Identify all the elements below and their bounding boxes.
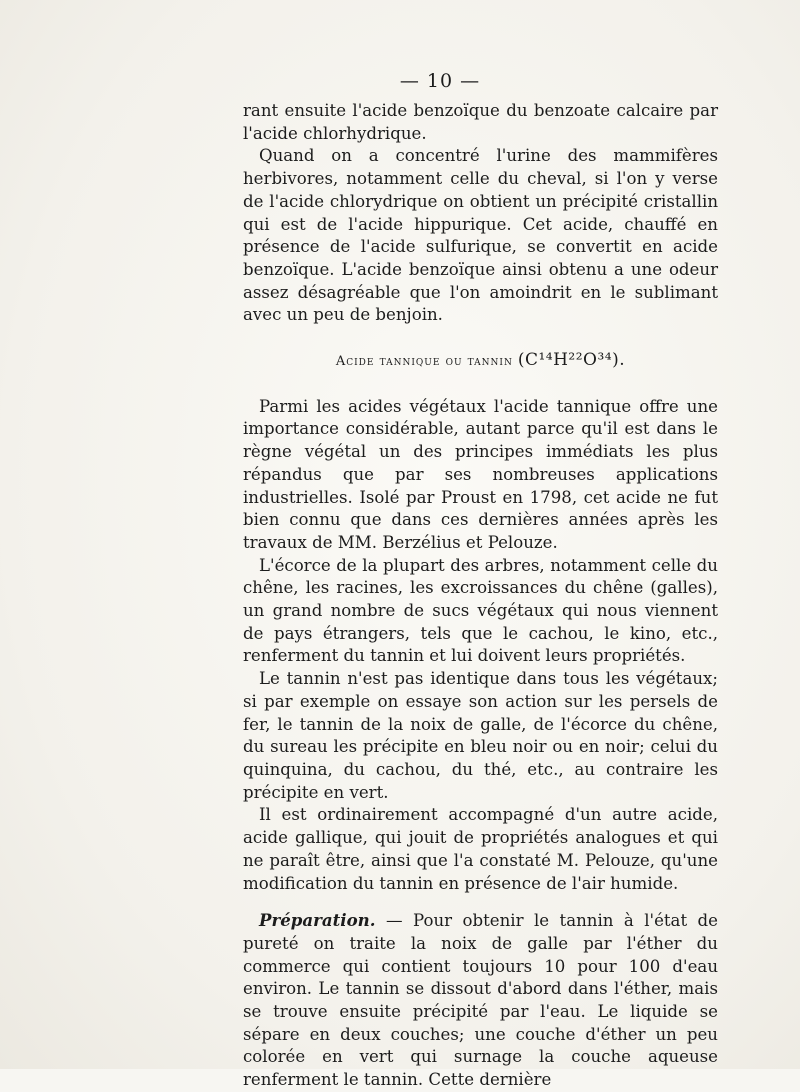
paragraph: Quand on a concentré l'urine des mammifères herbivores, notamment celle du cheval, si l'on y verse de l'acide chlorydrique on obtient un précipité cristallin qui est de l'acide hippurique. Cet acide, chauffé en présence de l'acide sulfurique, se convertit en acide benzoïque. L'acide benzoïque ainsi obtenu a une odeur assez désagréable que l'on amoindrit en le sublimant avec un peu de benjoin. <box>243 146 718 325</box>
paragraph: rant ensuite l'acide benzoïque du benzoate calcaire par l'acide chlorhydrique. <box>243 101 718 143</box>
page-number: — 10 — <box>399 70 481 92</box>
preparation-text: — Pour obtenir le tannin à l'état de pureté on traite la noix de galle par l'éther du commerce qui contient toujours 10 pour 100 d'eau environ. Le tannin se dissout d'abord dans l'éther, mais se trouve ensuite précipité par l'eau. Le liquide se sépare en deux couches; une couche d'éther un peu colorée en vert qui surnage la couche aqueuse renferment le tannin. Cette dernière <box>243 911 718 1090</box>
paragraph: Le tannin n'est pas identique dans tous les végétaux; si par exemple on essaye son action sur les persels de fer, le tannin de la noix de galle, de l'écorce du chêne, du sureau les précipite en bleu noir ou en noir; celui du quinquina, du cachou, du thé, etc., au contraire les précipite en vert. <box>243 669 718 802</box>
section-heading <box>243 349 718 374</box>
chemical-formula: (C¹⁴H²²O³⁴). <box>517 350 626 371</box>
paragraph: L'écorce de la plupart des arbres, notamment celle du chêne, les racines, les excroissances du chêne (galles), un grand nombre de sucs végétaux qui nous viennent de pays étrangers, tels que le cachou, le kino, etc., renferment du tannin et lui doivent leurs propriétés. <box>243 555 718 666</box>
paragraph: Il est ordinairement accompagné d'un autre acide, acide gallique, qui jouit de propriétés analogues et qui ne paraît être, ainsi que l'a constaté M. Pelouze, qu'une modification du tannin en présence de l'air humide. <box>243 805 718 893</box>
paragraph: Parmi les acides végétaux l'acide tannique offre une importance considérable, autant parce qu'il est dans le règne végétal un des principes immédiats les plus répandus que par ses nombreuses applications industrielles. Isolé par Proust en 1798, cet acide ne fut bien connu que dans ces dernières années après les travaux de MM. Berzélius et Pelouze. <box>243 396 718 552</box>
section-title: Acide tannique ou tannin <box>335 354 513 370</box>
body-text <box>243 100 718 1092</box>
preparation-label: Préparation. <box>259 910 376 931</box>
paragraph <box>243 909 718 1092</box>
